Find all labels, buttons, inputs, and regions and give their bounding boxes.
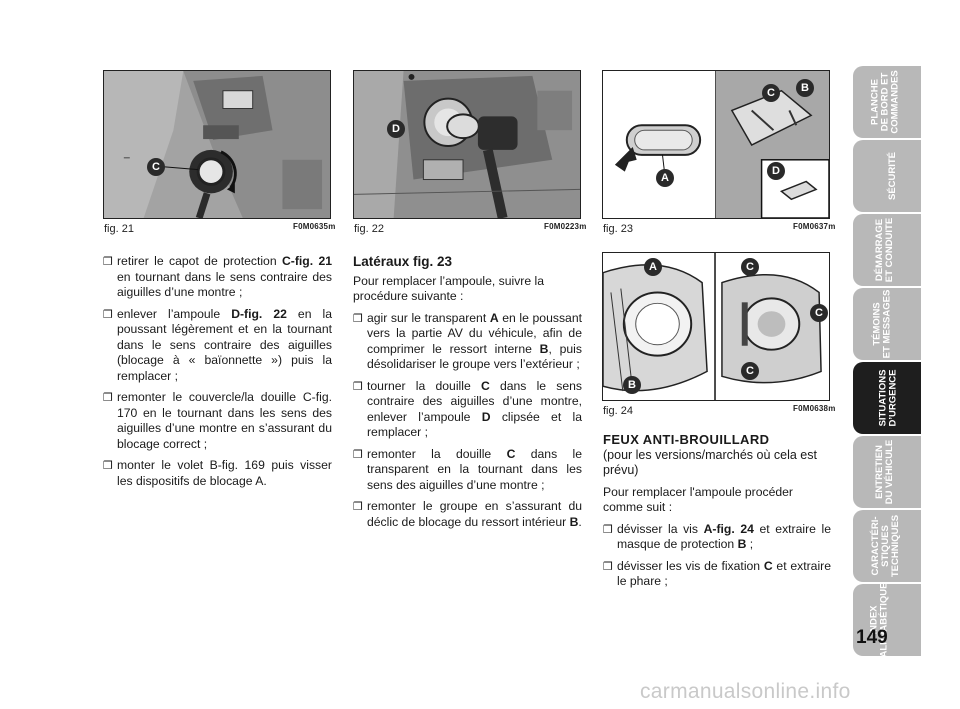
figure-23-image (602, 70, 830, 219)
column-middle (353, 254, 582, 536)
tab-securite[interactable]: SÉCURITÉ (853, 140, 921, 212)
checkbox-bullet-icon: ❒ (103, 256, 113, 268)
section-subtitle: (pour les versions/marchés où cela est prévu) (603, 447, 817, 477)
list-item: ❒ agir sur le transparent A en le poussant vers la partie AV du véhicule, afin de comprimer le ressort interne B, puis désolidariser le groupe vers l’extérieur ; (353, 310, 582, 371)
figure-24-caption: fig. 24 (603, 405, 633, 417)
column-left (103, 254, 332, 495)
list-item: ❒ dévisser la vis A-fig. 24 et extraire le masque de protection B ; (603, 521, 832, 551)
figure-22-caption: fig. 22 (354, 223, 384, 235)
checkbox-bullet-icon: ❒ (353, 380, 363, 393)
intro-text: Pour remplacer l'ampoule procéder comme suit : (603, 484, 793, 514)
figure-23-caption: fig. 23 (603, 223, 633, 235)
tab-situations-urgence[interactable]: SITUATIONS D’URGENCE (853, 362, 921, 434)
checkbox-bullet-icon: ❒ (103, 308, 113, 321)
figure-24-code: F0M0638m (793, 404, 836, 413)
checkbox-bullet-icon: ❒ (603, 560, 613, 573)
checkbox-bullet-icon: ❒ (353, 448, 363, 461)
tab-demarrage[interactable]: DÉMARRAGE ET CONDUITE (853, 214, 921, 286)
section-heading-lateraux: Latéraux fig. 23 (353, 254, 453, 269)
list-item: ❒ remonter le groupe en s’assurant du déclic de blocage du ressort intérieur B. (353, 499, 582, 529)
figure-24-label-a: A (644, 258, 662, 276)
figure-24-label-b: B (623, 376, 641, 394)
figure-24-label-c-bottom: C (741, 362, 759, 380)
list-item: ❒ enlever l’ampoule D-fig. 22 en la poussant légèrement et en la tournant dans le sens contraire des aiguilles (blocage à « baïonnette ») puis la remplacer ; (103, 306, 332, 383)
page-number: 149 (856, 627, 888, 648)
figure-24-label-c-top: C (741, 258, 759, 276)
figure-23-label-c: C (762, 84, 780, 102)
checkbox-bullet-icon: ❒ (353, 312, 363, 325)
figure-22-image (353, 70, 581, 219)
list-item: ❒ retirer le capot de protection C-fig. 21 en tournant dans le sens contraire des aiguilles d’une montre ; (103, 254, 332, 299)
list-item: ❒ remonter le couvercle/la douille C-fig. 170 en le tournant dans les sens des aiguilles d’une montre en s’assurant du blocage correct ; (103, 390, 332, 451)
figure-23-label-a: A (656, 169, 674, 187)
tab-planche-de-bord[interactable]: PLANCHE DE BORD ET COMMANDES (853, 66, 921, 138)
figure-22-code: F0M0223m (544, 222, 587, 231)
figure-21-image (103, 70, 331, 219)
figure-24-label-c-right: C (810, 304, 828, 322)
tab-caracteristiques[interactable]: CARACTÉRI- STIQUES TECHNIQUES (853, 510, 921, 582)
checkbox-bullet-icon: ❒ (103, 392, 113, 404)
list-item: ❒ dévisser les vis de fixation C et extraire le phare ; (603, 558, 832, 588)
checkbox-bullet-icon: ❒ (103, 460, 113, 472)
figure-23-label-b: B (796, 79, 814, 97)
tab-temoins[interactable]: TÉMOINS ET MESSAGES (853, 288, 921, 360)
figure-23-label-d: D (767, 162, 785, 180)
tab-index[interactable]: INDEX ALPHABÉTIQUE (853, 584, 921, 656)
figure-21-code: F0M0635m (293, 222, 336, 231)
tab-entretien[interactable]: ENTRETIEN DU VÉHICULE (853, 436, 921, 508)
figure-23-code: F0M0637m (793, 222, 836, 231)
list-item: ❒ remonter la douille C dans le transparent en la tournant dans les sens des aiguilles d’une montre ; (353, 446, 582, 492)
figure-21-caption: fig. 21 (104, 223, 134, 235)
checkbox-bullet-icon: ❒ (353, 501, 363, 513)
watermark: carmanualsonline.info (640, 680, 851, 703)
list-item: ❒ tourner la douille C dans le sens contraire des aiguilles d’une montre, enlever l’ampoule D clipsée et la remplacer ; (353, 378, 582, 439)
checkbox-bullet-icon: ❒ (603, 523, 613, 536)
section-heading-fog-lights: FEUX ANTI-BROUILLARD (603, 432, 770, 447)
figure-21-label-c: C (147, 158, 165, 176)
column-right (603, 432, 831, 596)
list-item: ❒ monter le volet B-fig. 169 puis visser les dispositifs de blocage A. (103, 458, 332, 488)
figure-22-label-d: D (387, 120, 405, 138)
intro-text: Pour remplacer l’ampoule, suivre la procédure suivante : (353, 273, 545, 303)
